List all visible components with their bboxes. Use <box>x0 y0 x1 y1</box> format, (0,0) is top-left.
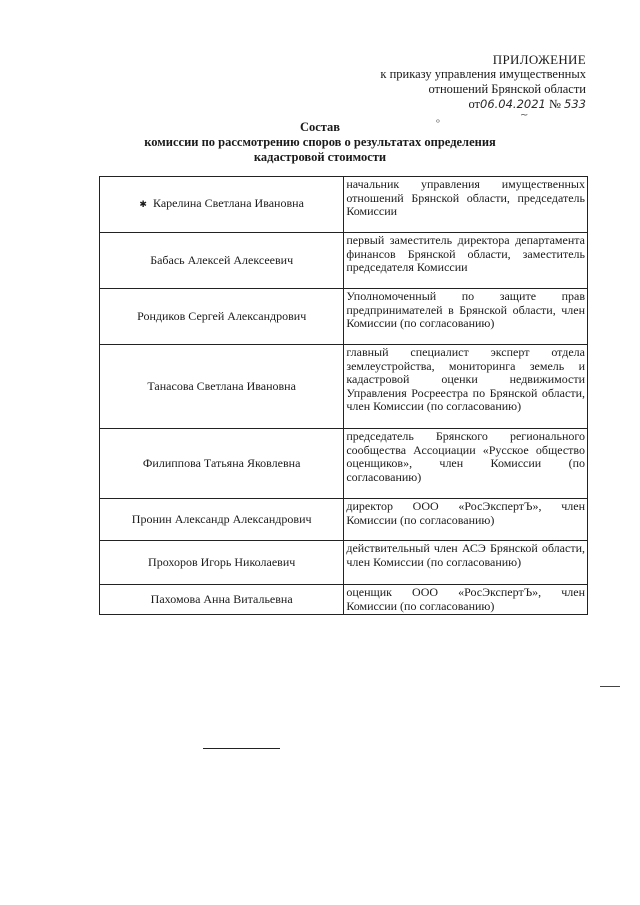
member-name-cell <box>100 177 344 233</box>
date-prefix: от <box>468 97 480 111</box>
table-row <box>100 585 588 615</box>
member-name: Прохоров Игорь Николаевич <box>100 541 344 585</box>
bullet-icon: ✱ <box>139 199 147 210</box>
member-role: Уполномоченный по защите прав предпринимателей в Брянской области, член Комиссии (по согласованию) <box>344 289 588 345</box>
member-name: Бабась Алексей Алексеевич <box>100 233 344 289</box>
member-name: Рондиков Сергей Александрович <box>100 289 344 345</box>
appendix-header <box>326 52 586 112</box>
title-line-1: Состав <box>299 120 341 134</box>
member-name: Пронин Александр Александрович <box>100 499 344 541</box>
member-role: директор ООО «РосЭкспертЪ», член Комиссии (по согласованию) <box>344 499 588 541</box>
handwritten-number: 533 <box>564 97 586 111</box>
table-row <box>100 499 588 541</box>
order-date-number <box>326 97 586 112</box>
title-line-3: кадастровой стоимости <box>253 150 387 164</box>
pen-mark: ~ <box>520 110 529 121</box>
table-row <box>100 345 588 429</box>
ink-smudge: ᵒ <box>436 118 441 129</box>
member-role: оценщик ООО «РосЭкспертЪ», член Комиссии (по согласованию) <box>344 585 588 615</box>
member-role: главный специалист эксперт отдела землеустройства, мониторинга земель и кадастровой оценки недвижимости Управления Росреестра по Брянской области, член Комиссии (по согласованию) <box>344 345 588 429</box>
member-role: председатель Брянского регионального сообщества Ассоциации «Русское общество оценщиков», член Комиссии (по согласованию) <box>344 429 588 499</box>
commission-members-table <box>99 176 588 615</box>
closing-rule <box>203 748 280 749</box>
order-reference-line1: к приказу управления имущественных <box>380 67 586 81</box>
table-row <box>100 429 588 499</box>
member-name: Танасова Светлана Ивановна <box>100 345 344 429</box>
title-line-2: комиссии по рассмотрению споров о результатах определения <box>144 135 496 149</box>
order-reference-line2: отношений Брянской области <box>428 82 586 96</box>
number-prefix: № <box>548 97 561 111</box>
table-row <box>100 177 588 233</box>
handwritten-date: 06.04.2021 <box>480 97 546 111</box>
member-name: Пахомова Анна Витальевна <box>100 585 344 615</box>
table-row <box>100 289 588 345</box>
member-name: Филиппова Татьяна Яковлевна <box>100 429 344 499</box>
margin-dash <box>600 686 620 687</box>
member-role: начальник управления имущественных отношений Брянской области, председатель Комиссии <box>344 177 588 233</box>
member-name: Карелина Светлана Ивановна <box>152 196 304 211</box>
member-role: первый заместитель директора департамента финансов Брянской области, заместитель председателя Комиссии <box>344 233 588 289</box>
appendix-title: ПРИЛОЖЕНИЕ <box>492 52 586 67</box>
table-row <box>100 233 588 289</box>
table-row <box>100 541 588 585</box>
member-role: действительный член АСЭ Брянской области, член Комиссии (по согласованию) <box>344 541 588 585</box>
document-title <box>130 120 510 165</box>
